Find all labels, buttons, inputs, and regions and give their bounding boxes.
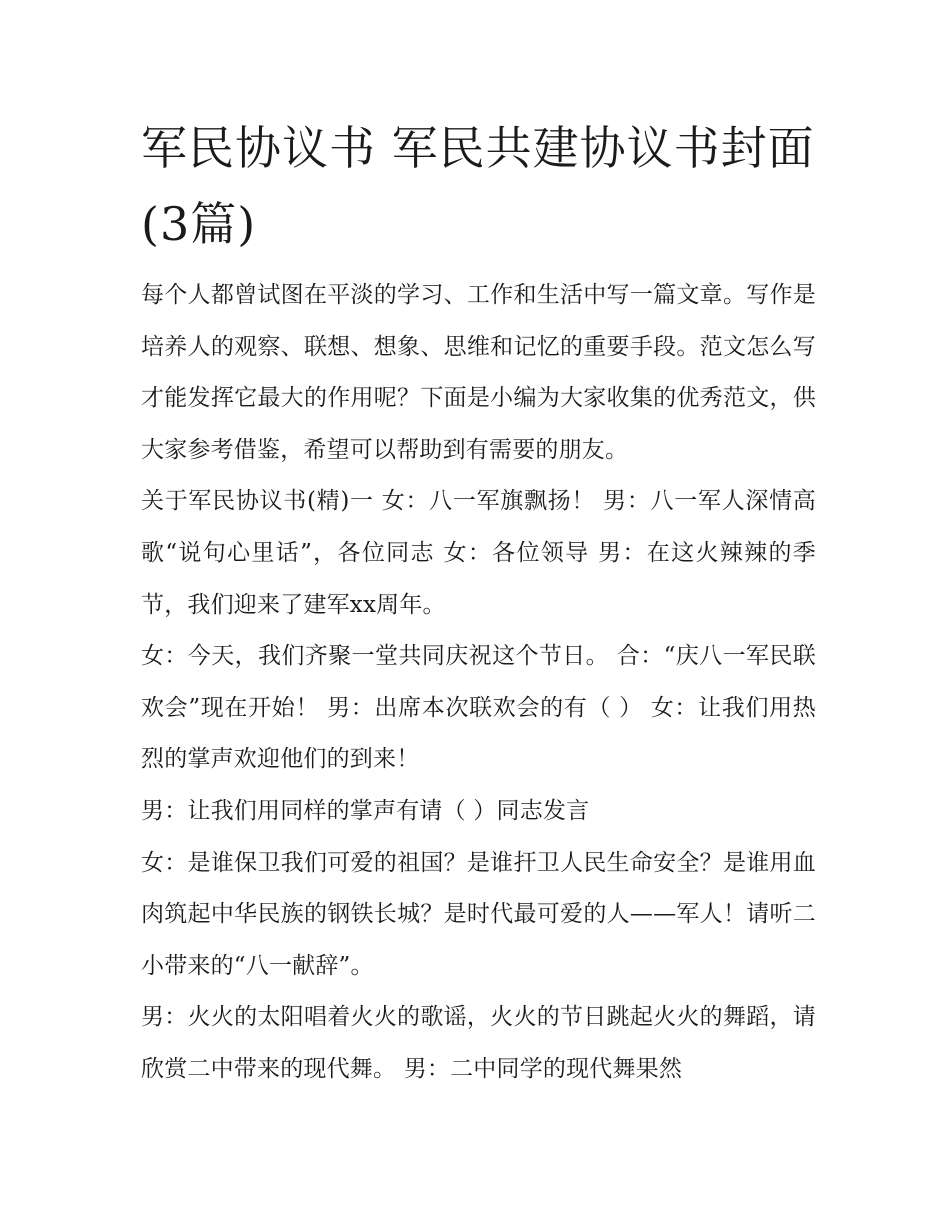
document-title: 军民协议书 军民共建协议书封面(3篇)	[141, 121, 815, 251]
document-body	[141, 270, 816, 1096]
paragraph-opening: 关于军民协议书(精)一 女：八一军旗飘扬！ 男：八一军人深情高歌“说句心里话”，各位同志 女：各位领导 男：在这火辣辣的季节，我们迎来了建军xx周年。	[141, 488, 816, 618]
paragraph-intro: 每个人都曾试图在平淡的学习、工作和生活中写一篇文章。写作是培养人的观察、联想、想象、思维和记忆的重要手段。范文怎么写才能发挥它最大的作用呢？下面是小编为大家收集的优秀范文，供大家参考借鉴，希望可以帮助到有需要的朋友。	[141, 282, 816, 463]
document-content	[141, 110, 816, 1096]
paragraph-gathering: 女：今天，我们齐聚一堂共同庆祝这个节日。 合：“庆八一军民联欢会”现在开始！ 男：出席本次联欢会的有（ ） 女：让我们用热烈的掌声欢迎他们的到来！	[141, 643, 816, 773]
paragraph-tribute: 女：是谁保卫我们可爱的祖国？是谁扞卫人民生命安全？是谁用血肉筑起中华民族的钢铁长城？是时代最可爱的人——军人！请听二小带来的“八一献辞”。	[141, 849, 816, 979]
paragraph-dance: 男：火火的太阳唱着火火的歌谣，火火的节日跳起火火的舞蹈，请欣赏二中带来的现代舞。 男：二中同学的现代舞果然	[141, 1004, 816, 1082]
paragraph-speech: 男：让我们用同样的掌声有请（ ）同志发言	[141, 797, 590, 824]
